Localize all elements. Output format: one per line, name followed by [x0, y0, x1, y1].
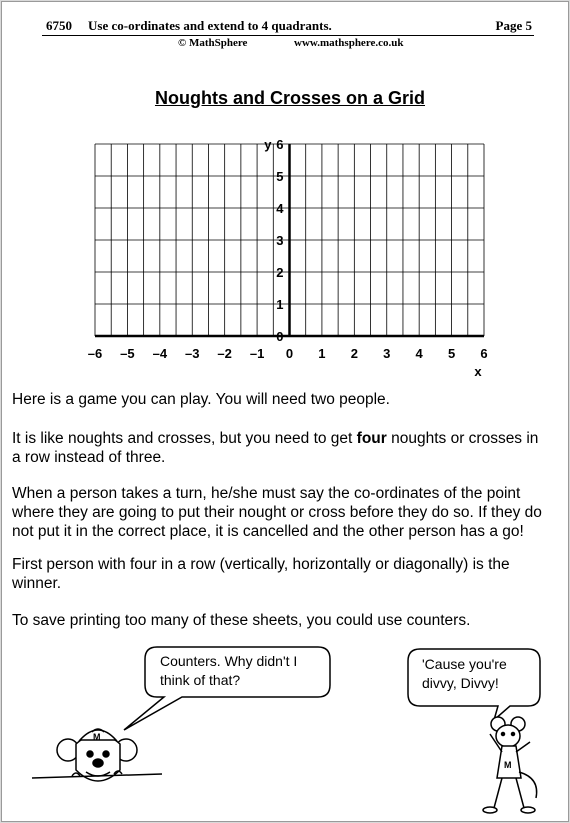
paragraph-counters: To save printing too many of these sheets, you could use counters. — [12, 612, 471, 629]
paragraph-turns: When a person takes a turn, he/she must say the co-ordinates of the point where they are going to put their nought or cross before they do so. If they do not put it in the correct place, it is cancelled and the other person has a go! — [12, 485, 542, 540]
rules-text-end: noughts or crosses in a row instead of three. — [12, 430, 539, 466]
x-tick-label: 6 — [480, 346, 488, 361]
website-text: www.mathsphere.co.uk — [294, 37, 404, 49]
x-tick-label: 2 — [350, 346, 358, 361]
x-tick-label: 4 — [415, 346, 423, 361]
y-tick-label: 4 — [276, 201, 284, 216]
x-tick-label: –2 — [217, 346, 232, 361]
x-tick-label: –4 — [152, 346, 168, 361]
x-tick-label: 3 — [383, 346, 391, 361]
rules-text-start: It is like noughts and crosses, but you need to get — [12, 430, 357, 447]
page-number: Page 5 — [495, 18, 532, 33]
speech-text-left: Counters. Why didn't I think of that? — [160, 653, 298, 688]
y-tick-label: 0 — [276, 329, 284, 344]
x-tick-label: 5 — [447, 346, 456, 361]
x-tick-label: 0 — [285, 346, 294, 361]
x-tick-label: –6 — [87, 346, 103, 361]
speech-text-right: 'Cause you're divvy, Divvy! — [422, 656, 507, 691]
cartoon-layer — [2, 2, 568, 821]
x-tick-label: –3 — [185, 346, 200, 361]
x-tick-label: –5 — [120, 346, 135, 361]
copyright-text: © MathSphere — [178, 37, 248, 49]
x-tick-label: –1 — [249, 346, 265, 361]
paragraph-winner: First person with four in a row (vertically, horizontally or diagonally) is the winner. — [12, 556, 510, 592]
y-tick-label: 5 — [276, 169, 284, 184]
y-axis-label: y — [264, 137, 272, 152]
mascot-left-cap-letter: M — [93, 732, 101, 742]
paragraph-intro: Here is a game you can play. You will need two people. — [12, 391, 390, 408]
y-tick-label: 3 — [276, 233, 284, 248]
rules-emphasis: four — [356, 430, 387, 447]
y-tick-label: 2 — [276, 265, 284, 280]
page-title: Noughts and Crosses on a Grid — [154, 88, 426, 108]
x-tick-label: 1 — [318, 346, 326, 361]
x-axis-label: x — [474, 364, 482, 379]
y-tick-label: 6 — [276, 137, 284, 152]
mascot-right-shirt-letter: M — [504, 760, 512, 770]
header-code: 6750 — [46, 18, 72, 33]
header-topic: Use co-ordinates and extend to 4 quadrants. — [88, 18, 332, 33]
y-tick-label: 1 — [276, 297, 284, 312]
worksheet-page — [1, 1, 569, 822]
